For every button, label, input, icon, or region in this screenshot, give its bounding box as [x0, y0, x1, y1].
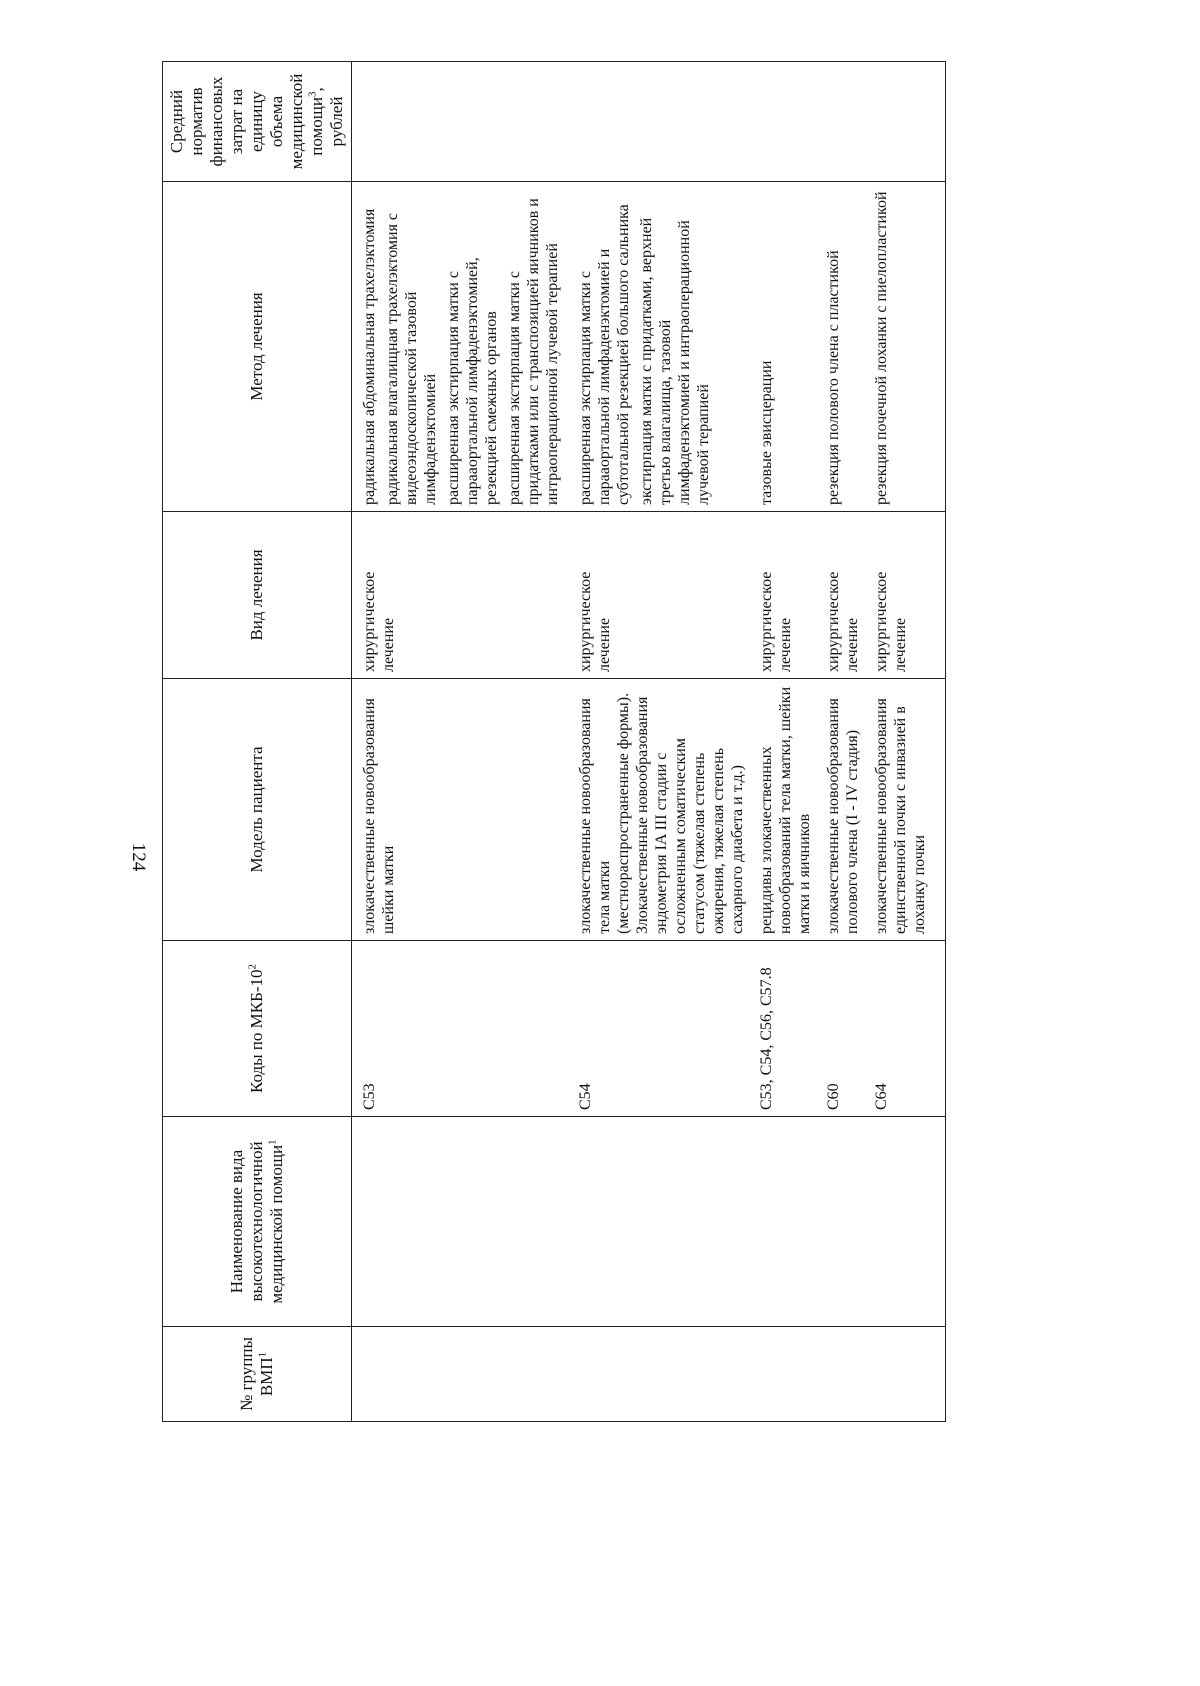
- header-patient-model: Модель пациента: [163, 679, 352, 941]
- cell-icd-code: C54: [568, 941, 749, 1117]
- header-treatment-method: Метод лечения: [163, 182, 352, 512]
- header-vmp-name: Наименование вида высокотехнологичной медицинской помощи$^1$: [163, 1117, 352, 1327]
- method-item: радикальная абдоминальная трахелэктомия: [361, 208, 378, 505]
- table-row: [568, 62, 749, 1422]
- header-group-number: № группы ВМП$^1$: [163, 1327, 352, 1422]
- method-item: резекция почечной лоханки с пиелопластикой: [873, 191, 890, 505]
- method-item: расширенная экстирпация матки с придатками или с транспозицией яичников и интраоперационной лучевой терапией: [506, 198, 561, 505]
- cell-treatment-method: [352, 182, 569, 512]
- cell-treatment-type: хирургическое лечение: [864, 512, 931, 679]
- cell-cost-norm: [864, 62, 931, 182]
- vmp-table: [162, 61, 946, 1422]
- table-row: [864, 62, 931, 1422]
- table-filler-row: [931, 62, 946, 1422]
- cell-patient-model: злокачественные новообразования единственной почки с инвазией в лоханку почки: [864, 679, 931, 941]
- filler-cell: [931, 1327, 946, 1422]
- table-header-row: [163, 62, 352, 1422]
- cell-patient-model: злокачественные новообразования тела матки (местнораспространенные формы). Злокачественные новообразования эндометрия IA III стадии с осложненным соматическим статусом (тяжелая степень ожирения, тяжелая степень сахарного диабета и т.д.): [568, 679, 749, 941]
- cell-patient-model: рецидивы злокачественных новообразований тела матки, шейки матки и яичников: [749, 679, 816, 941]
- cell-patient-model: злокачественные новообразования полового члена (I - IV стадия): [816, 679, 864, 941]
- filler-cell: [931, 512, 946, 679]
- cell-cost-norm: [352, 62, 569, 182]
- rotated-table-container: [162, 62, 1064, 1422]
- header-icd-codes: Коды по МКБ-$10^2$: [163, 941, 352, 1117]
- cell-patient-model: злокачественные новообразования шейки матки: [352, 679, 569, 941]
- cell-treatment-type: хирургическое лечение: [816, 512, 864, 679]
- method-item: расширенная экстирпация матки с парааортальной лимфаденэктомией и субтотальной резекцией большого сальника: [577, 204, 632, 505]
- cell-group-number: [816, 1327, 864, 1422]
- cell-icd-code: C53: [352, 941, 569, 1117]
- cell-cost-norm: [749, 62, 816, 182]
- page-number: 124: [128, 842, 149, 872]
- filler-cell: [931, 182, 946, 512]
- cell-icd-code: C53, C54, C56, C57.8: [749, 941, 816, 1117]
- method-item: экстирпация матки с придатками, верхней третью влагалища, тазовой лимфаденэктомией и интраоперационной лучевой терапией: [638, 217, 712, 505]
- cell-treatment-method: [816, 182, 864, 512]
- cell-group-number: [749, 1327, 816, 1422]
- cell-vmp-name: [749, 1117, 816, 1327]
- cell-treatment-type: хирургическое лечение: [568, 512, 749, 679]
- cell-vmp-name: [816, 1117, 864, 1327]
- cell-group-number: [352, 1327, 569, 1422]
- cell-vmp-name: [352, 1117, 569, 1327]
- cell-treatment-type: хирургическое лечение: [352, 512, 569, 679]
- filler-cell: [931, 941, 946, 1117]
- cell-treatment-method: [568, 182, 749, 512]
- cell-icd-code: C64: [864, 941, 931, 1117]
- filler-cell: [931, 679, 946, 941]
- cell-treatment-type: хирургическое лечение: [749, 512, 816, 679]
- cell-group-number: [864, 1327, 931, 1422]
- filler-cell: [931, 62, 946, 182]
- cell-icd-code: C60: [816, 941, 864, 1117]
- header-cost-norm: Средний норматив финансовых затрат на единицу объема медицинской помощи$^3$, рублей: [163, 62, 352, 182]
- method-item: резекция полового члена с пластикой: [825, 250, 842, 505]
- cell-group-number: [568, 1327, 749, 1422]
- cell-vmp-name: [864, 1117, 931, 1327]
- table-row: [749, 62, 816, 1422]
- cell-treatment-method: [749, 182, 816, 512]
- filler-cell: [931, 1117, 946, 1327]
- cell-treatment-method: [864, 182, 931, 512]
- header-treatment-type: Вид лечения: [163, 512, 352, 679]
- cell-vmp-name: [568, 1117, 749, 1327]
- table-row: [816, 62, 864, 1422]
- table-row: [352, 62, 569, 1422]
- cell-cost-norm: [568, 62, 749, 182]
- method-item: расширенная экстирпация матки с парааортальной лимфаденэктомией, резекцией смежных органов: [445, 257, 500, 505]
- method-item: радикальная влагалищная трахелэктомия с видеоэндоскопической тазовой лимфаденэктомией: [384, 212, 439, 505]
- method-item: тазовые эвисцерации: [758, 360, 775, 505]
- cell-cost-norm: [816, 62, 864, 182]
